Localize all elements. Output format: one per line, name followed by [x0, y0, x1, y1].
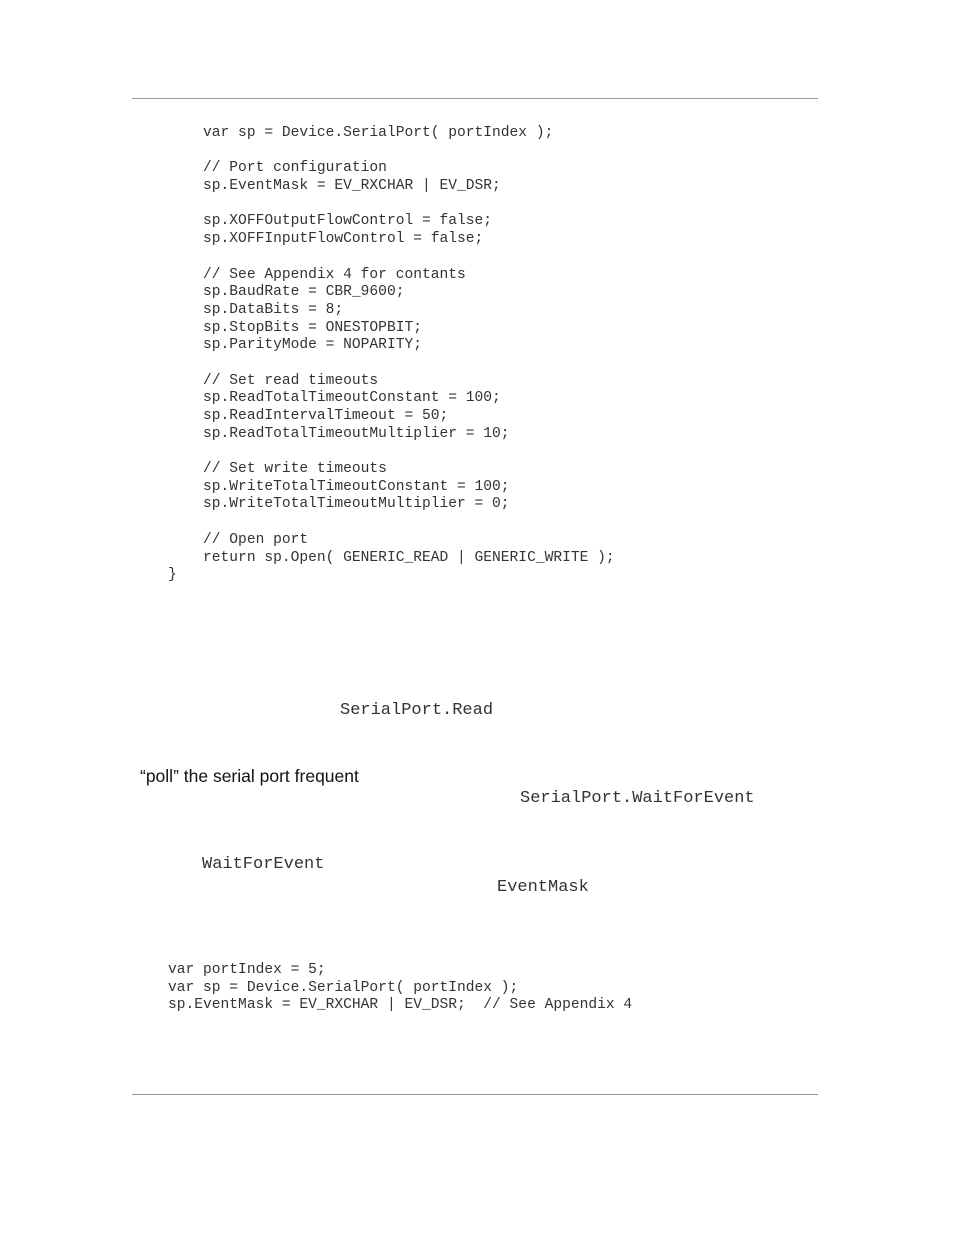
code-line: sp.ReadTotalTimeoutConstant = 100; — [168, 390, 501, 407]
inline-code-waitforevent: WaitForEvent — [202, 855, 325, 874]
code-line: var portIndex = 5; — [168, 962, 326, 978]
code-line: // See Appendix 4 for contants — [168, 266, 466, 283]
code-line: sp.ReadTotalTimeoutMultiplier = 10; — [168, 425, 510, 442]
code-line: sp.EventMask = EV_RXCHAR | EV_DSR; — [168, 178, 501, 195]
code-line — [168, 443, 615, 461]
code-line — [168, 196, 615, 214]
code-line — [168, 249, 615, 267]
code-line: sp.WriteTotalTimeoutMultiplier = 0; — [168, 496, 510, 513]
code-block-port-setup — [168, 125, 615, 585]
code-line: // Set read timeouts — [168, 372, 379, 389]
code-line: sp.WriteTotalTimeoutConstant = 100; — [168, 478, 510, 495]
code-block-eventmask-example — [168, 962, 632, 1015]
code-line: sp.DataBits = 8; — [168, 301, 344, 318]
code-line: sp.ParityMode = NOPARITY; — [168, 337, 422, 354]
inline-code-serialport-waitforevent: SerialPort.WaitForEvent — [520, 789, 755, 808]
code-line: sp.StopBits = ONESTOPBIT; — [168, 319, 422, 336]
code-line: return sp.Open( GENERIC_READ | GENERIC_WRITE ); — [168, 549, 615, 566]
code-line: // Set write timeouts — [168, 461, 387, 478]
inline-code-serialport-read: SerialPort.Read — [340, 701, 494, 720]
paragraph-poll-text: “poll” the serial port frequent — [140, 766, 359, 786]
inline-code-eventmask: EventMask — [497, 878, 589, 897]
code-line: sp.XOFFInputFlowControl = false; — [168, 231, 484, 248]
code-line — [168, 514, 615, 532]
code-line: sp.EventMask = EV_RXCHAR | EV_DSR; // See Appendix 4 — [168, 997, 633, 1014]
header-rule — [132, 98, 818, 99]
code-line — [168, 355, 615, 373]
code-line: } — [168, 567, 177, 584]
code-line: // Open port — [168, 531, 309, 548]
code-line: sp.XOFFOutputFlowControl = false; — [168, 213, 493, 230]
code-line: var sp = Device.SerialPort( portIndex ); — [168, 979, 519, 996]
code-line: sp.BaudRate = CBR_9600; — [168, 284, 405, 301]
code-line: // Port configuration — [168, 160, 387, 177]
code-line: var sp = Device.SerialPort( portIndex ); — [168, 125, 554, 141]
code-line: sp.ReadIntervalTimeout = 50; — [168, 408, 449, 424]
footer-rule — [132, 1094, 818, 1095]
code-line — [168, 143, 615, 161]
